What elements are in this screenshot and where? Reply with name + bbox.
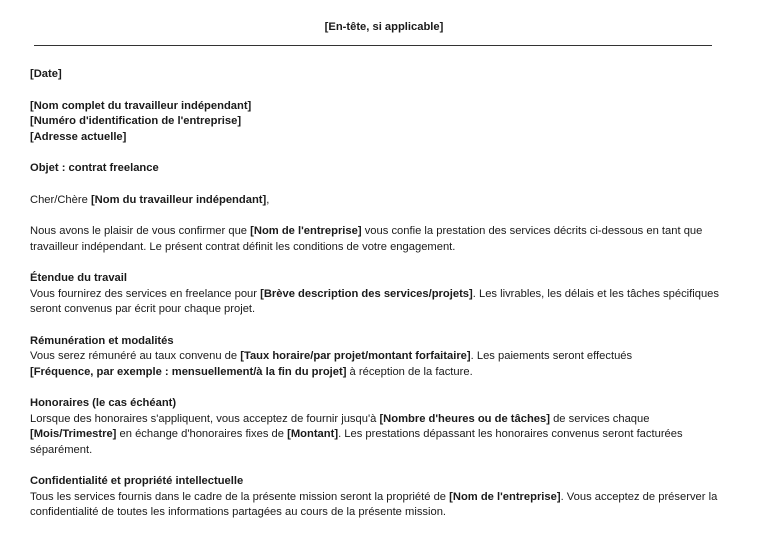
intro-text-2: vous confie la prestation des services décrits ci-dessous en tant que travailleur indépendant. Le présent contrat définit les conditions de votre engagement. — [30, 225, 703, 253]
scope-text-1: Vous fournirez des services en freelance pour — [30, 287, 261, 300]
pay-title: Rémunération et modalités — [30, 334, 174, 347]
confidentiality-section — [30, 474, 728, 521]
intro-paragraph — [30, 224, 728, 255]
pay-text-2: . Les paiements seront effectués — [470, 350, 633, 362]
subject-block — [30, 161, 728, 177]
date-block — [30, 67, 728, 83]
pay-section — [30, 334, 728, 381]
subject-line: Objet : contrat freelance — [30, 162, 159, 174]
scope-text-2: . Les livrables, les délais et les tâches spécifiques seront convenus par écrit pour chaque projet. — [30, 287, 720, 315]
fees-text-3: en échange d'honoraires fixes de — [116, 428, 288, 440]
confidentiality-title: Confidentialité et propriété intellectuelle — [30, 475, 244, 487]
recipient-name: [Nom complet du travailleur indépendant] — [30, 99, 252, 112]
pay-frequency-placeholder: [Fréquence, par exemple : mensuellement/à la fin du projet] — [30, 365, 347, 378]
scope-services-placeholder: [Brève description des services/projets] — [260, 287, 473, 300]
fees-amount-placeholder: [Montant] — [287, 428, 339, 440]
intro-company-placeholder: [Nom de l'entreprise] — [250, 225, 362, 237]
fees-text-2: de services chaque — [549, 412, 650, 425]
scope-section — [30, 271, 728, 318]
fees-text-1: Lorsque des honoraires s'appliquent, vous acceptez de fournir jusqu'à — [30, 412, 380, 425]
greeting-prefix: Cher/Chère — [30, 193, 91, 206]
greeting-block — [30, 193, 728, 209]
pay-rate-placeholder: [Taux horaire/par projet/montant forfaitaire] — [240, 350, 471, 362]
intro-text-1: Nous avons le plaisir de vous confirmer que — [30, 225, 251, 237]
fees-section — [30, 396, 728, 458]
header-divider — [34, 45, 712, 46]
scope-title: Étendue du travail — [30, 272, 127, 284]
fees-title: Honoraires (le cas échéant) — [30, 397, 177, 409]
letter-body — [30, 67, 728, 537]
recipient-block — [30, 99, 728, 146]
recipient-company-id: [Numéro d'identification de l'entreprise] — [30, 115, 242, 127]
pay-text-1: Vous serez rémunéré au taux convenu de — [30, 350, 241, 362]
pay-text-3: à réception de la facture. — [346, 365, 473, 378]
confidentiality-text-2: . Vous acceptez de préserver la confidentialité de toutes les informations partagées au cours de la présente mission. — [30, 490, 718, 518]
greeting-name: [Nom du travailleur indépendant] — [90, 193, 267, 206]
recipient-address: [Adresse actuelle] — [30, 130, 127, 143]
fees-period-placeholder: [Mois/Trimestre] — [30, 428, 117, 440]
confidentiality-text-1: Tous les services fournis dans le cadre de la présente mission seront la propriété de — [30, 490, 450, 503]
confidentiality-company-placeholder: [Nom de l'entreprise] — [449, 490, 561, 503]
letter-header: [En-tête, si applicable] — [324, 21, 444, 33]
date-placeholder: [Date] — [30, 68, 62, 80]
fees-text-4: . Les prestations dépassant les honoraires convenus seront facturées séparément. — [30, 428, 683, 456]
greeting-suffix: , — [266, 193, 270, 206]
fees-hours-placeholder: [Nombre d'heures ou de tâches] — [379, 412, 550, 425]
